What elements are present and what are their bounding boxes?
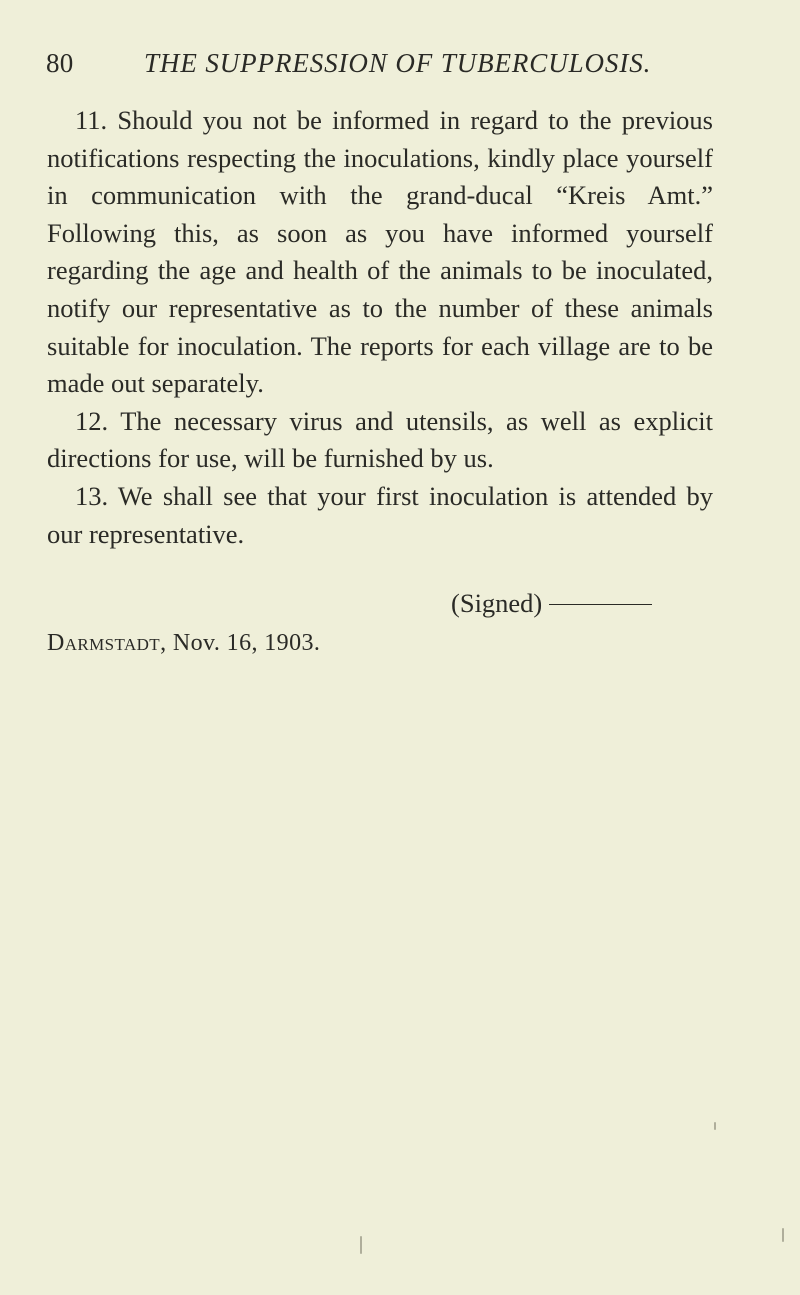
dateline-date: Nov. 16, 1903. — [172, 630, 321, 656]
page-number: 80 — [46, 48, 74, 78]
signature-line — [451, 588, 652, 619]
dateline-place: Darmstadt — [47, 630, 161, 656]
paper-speck — [360, 1236, 362, 1254]
body-text — [47, 102, 713, 553]
signature-rule — [549, 604, 652, 605]
paper-speck — [782, 1228, 784, 1242]
paragraph-12: 12. The necessary virus and utensils, as well as explicit directions for use, will be furnished by us. — [47, 405, 713, 474]
paragraph-11: 11. Should you not be informed in regard to the previous notifications respecting the inoculations, kindly place yourself in communication with the grand-ducal “Kreis Amt.” Following this, as soon as you have informed yourself regarding the age and health of the animals to be inoculated, notify our representative as to the number of these animals suitable for inoculation. The reports for each village are to be made out separately. — [47, 105, 713, 399]
dateline-separator: , — [160, 630, 173, 656]
dateline — [47, 630, 320, 657]
paper-speck — [714, 1122, 716, 1130]
page-header — [46, 48, 766, 88]
paragraph-13: 13. We shall see that your first inoculation is attended by our representative. — [47, 480, 713, 549]
signed-label: (Signed) — [451, 588, 543, 618]
running-title: THE SUPPRESSION OF TUBERCULOSIS. — [144, 48, 652, 78]
